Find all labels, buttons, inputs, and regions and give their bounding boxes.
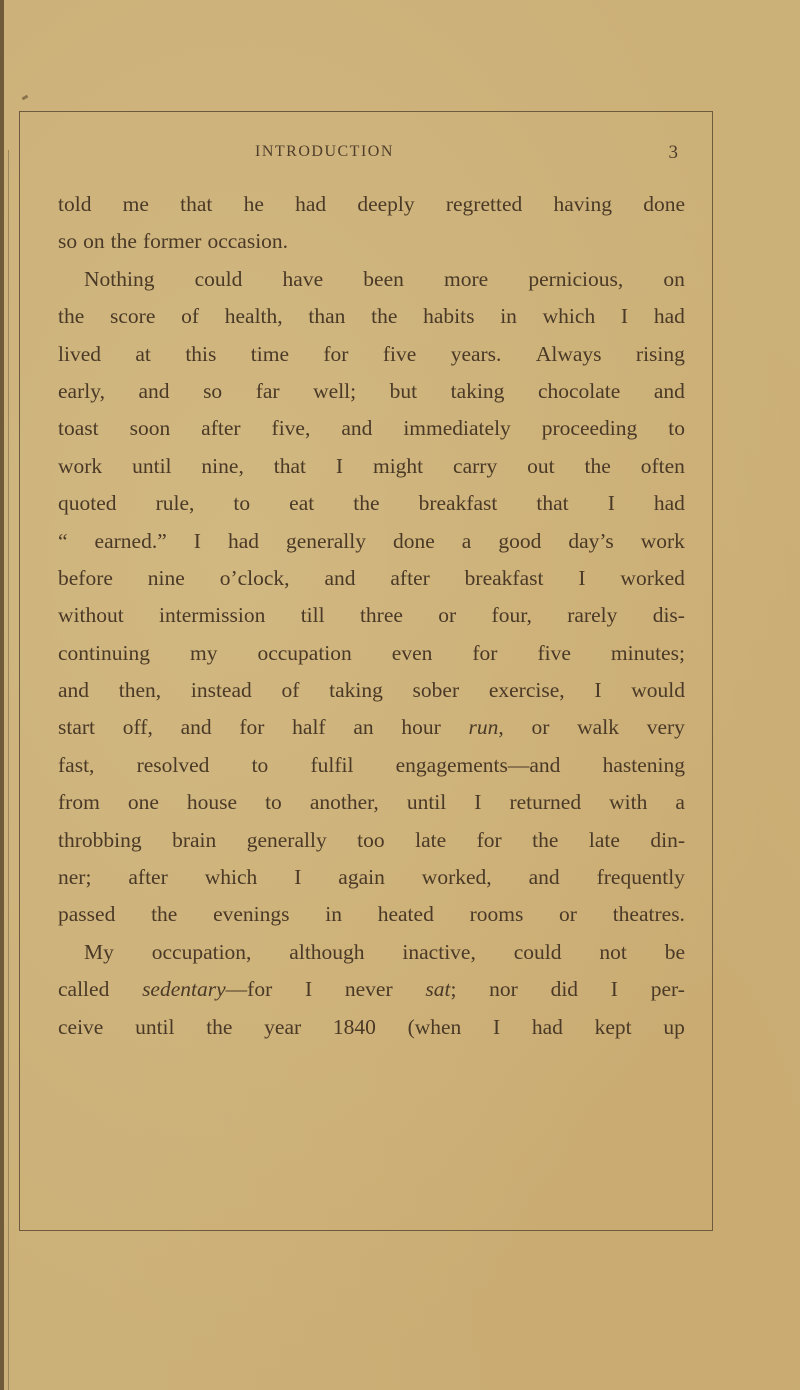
word: although (289, 939, 365, 964)
text-line (58, 560, 685, 597)
text-line (58, 747, 685, 784)
word: rule, (155, 491, 195, 516)
word: on (663, 266, 685, 291)
word: the (151, 902, 178, 927)
word: of (181, 304, 200, 329)
word: my (189, 640, 218, 665)
word: until (406, 790, 447, 815)
word: nor (489, 977, 518, 1002)
word: generally (246, 827, 327, 852)
word: and (341, 416, 373, 441)
running-header (255, 142, 678, 167)
book-spine-edge (0, 0, 4, 1390)
word: worked, (421, 865, 492, 890)
word: for (476, 827, 502, 852)
word: per- (650, 977, 685, 1002)
word: been (363, 266, 404, 291)
word: having (553, 192, 612, 216)
word: I (594, 678, 602, 703)
word: so (58, 229, 78, 254)
word: I (578, 565, 586, 590)
page-number: 3 (668, 142, 678, 163)
word: had (531, 1014, 563, 1039)
word: me (122, 192, 149, 216)
word: done (392, 528, 435, 553)
text-line (58, 709, 685, 746)
word: Always (535, 341, 602, 366)
word: intermission (159, 603, 266, 628)
word: he (243, 192, 264, 216)
word: so (203, 378, 223, 403)
word: house (186, 790, 238, 815)
word: ner; (58, 865, 92, 890)
word: not (599, 939, 627, 964)
word: had (653, 304, 685, 329)
word: taking (329, 678, 383, 703)
word: occupation (257, 640, 352, 665)
word: without (58, 603, 124, 628)
word: could (513, 939, 562, 964)
word: have (282, 266, 324, 291)
word: half (292, 715, 326, 740)
word: but (389, 378, 418, 403)
text-line (58, 410, 685, 447)
text-line (58, 223, 685, 260)
word: well; (313, 378, 357, 403)
word: and (138, 378, 170, 403)
word: taking (450, 378, 505, 403)
word: told (58, 192, 92, 216)
word: health, (224, 304, 283, 329)
word: I (620, 304, 629, 329)
word: nine, (201, 453, 244, 478)
word: might (372, 453, 424, 478)
word: former (142, 229, 202, 254)
word: the (110, 229, 137, 254)
text-line (58, 934, 685, 971)
word: I (294, 865, 302, 890)
word: occupation, (151, 939, 252, 964)
word: the (532, 827, 559, 852)
text-line (58, 186, 685, 223)
running-head-title: INTRODUCTION (255, 143, 394, 160)
word: the (584, 453, 611, 478)
word: habits (423, 304, 475, 329)
word: I (193, 528, 201, 553)
word: in (325, 902, 342, 927)
word: to (265, 790, 282, 815)
word: sober (412, 678, 460, 703)
word: work (58, 453, 103, 478)
word: Nothing (84, 266, 155, 291)
word: and (324, 565, 356, 590)
word: returned (509, 790, 582, 815)
word: four, (491, 603, 532, 628)
word: the (58, 304, 85, 329)
word: late (415, 827, 447, 852)
word: I (607, 491, 615, 516)
word: eat (289, 491, 315, 516)
word: one (127, 790, 159, 815)
word: which (204, 865, 258, 890)
word: run, (468, 715, 504, 740)
word: theatres. (612, 902, 685, 927)
text-line (58, 373, 685, 410)
word: time (250, 341, 289, 366)
word: instead (190, 678, 252, 703)
word: I (304, 977, 313, 1002)
text-line (58, 261, 685, 298)
word: dis- (652, 603, 685, 628)
word: another, (309, 790, 379, 815)
word: start (58, 715, 96, 740)
word: or (559, 902, 577, 927)
word: inactive, (402, 939, 476, 964)
word: quoted (58, 491, 117, 516)
word: heated (377, 902, 434, 927)
text-line (58, 859, 685, 896)
word: regretted (445, 192, 523, 216)
word: at (135, 341, 151, 366)
word: years. (450, 341, 502, 366)
word: minutes; (610, 640, 685, 665)
word: breakfast (464, 565, 544, 590)
word: up (663, 1014, 685, 1039)
text-line (58, 971, 685, 1008)
word: evenings (213, 902, 290, 927)
body-text (58, 186, 685, 1046)
word: had (295, 192, 327, 216)
word: I (335, 453, 344, 478)
word: passed (58, 902, 116, 927)
text-line (58, 485, 685, 522)
text-line (58, 672, 685, 709)
word: often (640, 453, 685, 478)
word: five (382, 341, 417, 366)
word: before (58, 565, 113, 590)
word: could (194, 266, 243, 291)
text-line (58, 597, 685, 634)
word: rooms (469, 902, 524, 927)
word: “ (58, 528, 68, 553)
word: throbbing (58, 827, 142, 852)
word: the (353, 491, 380, 516)
word: late (588, 827, 620, 852)
word: kept (594, 1014, 632, 1039)
word: very (646, 715, 685, 740)
word: exercise, (488, 678, 565, 703)
word: breakfast (418, 491, 498, 516)
word: the (206, 1014, 233, 1039)
word: out (527, 453, 555, 478)
word: frequently (596, 865, 685, 890)
word: three (359, 603, 403, 628)
word: sedentary—for (142, 977, 273, 1002)
word: for (323, 341, 349, 366)
word: to (668, 416, 685, 441)
word: until (132, 453, 172, 478)
word: called (58, 977, 110, 1002)
word: to (251, 752, 269, 777)
word: and (653, 378, 685, 403)
word: the (371, 304, 398, 329)
word: for (472, 640, 498, 665)
word: carry (453, 453, 498, 478)
word: day’s (568, 528, 614, 553)
word: continuing (58, 640, 150, 665)
word: more (444, 266, 489, 291)
text-line (58, 448, 685, 485)
word: done (643, 192, 685, 216)
text-line (58, 336, 685, 373)
word: or (438, 603, 457, 628)
word: this (185, 341, 217, 366)
word: that (180, 192, 213, 216)
word: and (528, 865, 560, 890)
word: an (353, 715, 374, 740)
word: until (135, 1014, 175, 1039)
word: on (83, 229, 105, 254)
word: proceeding (541, 416, 638, 441)
word: work (640, 528, 685, 553)
word: did (550, 977, 579, 1002)
word: from (58, 790, 100, 815)
word: after (128, 865, 168, 890)
word: and (180, 715, 212, 740)
word: that (536, 491, 569, 516)
word: lived (58, 341, 101, 366)
word: o’clock, (219, 565, 290, 590)
word: brain (172, 827, 217, 852)
word: too (357, 827, 385, 852)
word: earned.” (94, 528, 167, 553)
word: then, (118, 678, 162, 703)
word: early, (58, 378, 105, 403)
word: engagements—and (395, 752, 561, 777)
word: good (498, 528, 542, 553)
text-line (58, 784, 685, 821)
word: worked (620, 565, 685, 590)
word: again (338, 865, 385, 890)
word: I (493, 1014, 501, 1039)
word: soon (129, 416, 171, 441)
word: after (201, 416, 241, 441)
word: walk (577, 715, 619, 740)
word: off, (122, 715, 153, 740)
word: even (391, 640, 433, 665)
word: ceive (58, 1014, 104, 1039)
word: generally (285, 528, 366, 553)
word: five (537, 640, 571, 665)
word: of (281, 678, 300, 703)
word: for (239, 715, 265, 740)
word: had (653, 491, 685, 516)
word: deeply (357, 192, 415, 216)
word: occasion. (207, 229, 289, 254)
word: nine (147, 565, 185, 590)
word: chocolate (537, 378, 621, 403)
word: which (542, 304, 596, 329)
word: would (631, 678, 685, 703)
word: I (610, 977, 618, 1002)
word: never (344, 977, 393, 1002)
text-line (58, 635, 685, 672)
word: five, (271, 416, 311, 441)
word: than (308, 304, 346, 329)
page-edge-line (8, 150, 9, 1390)
word: or (531, 715, 550, 740)
text-line (58, 896, 685, 933)
text-line (58, 298, 685, 335)
word: immediately (403, 416, 511, 441)
word: far (255, 378, 280, 403)
word: fulfil (310, 752, 354, 777)
word: year (264, 1014, 302, 1039)
word: (when (407, 1014, 462, 1039)
word: in (500, 304, 517, 329)
word: pernicious, (528, 266, 624, 291)
text-line (58, 1009, 685, 1046)
word: My (84, 939, 114, 964)
word: a (675, 790, 685, 815)
word: sat; (425, 977, 457, 1002)
word: to (233, 491, 251, 516)
word: rarely (567, 603, 618, 628)
word: rising (635, 341, 685, 366)
word: din- (650, 827, 685, 852)
text-line (58, 523, 685, 560)
word: and (58, 678, 90, 703)
word: I (474, 790, 482, 815)
word: hastening (602, 752, 685, 777)
word: score (110, 304, 156, 329)
word: be (664, 939, 685, 964)
word: fast, (58, 752, 95, 777)
text-line (58, 822, 685, 859)
word: after (390, 565, 430, 590)
word: toast (58, 416, 99, 441)
word: that (273, 453, 306, 478)
word: had (227, 528, 259, 553)
ink-speck (22, 95, 29, 101)
word: till (300, 603, 325, 628)
word: 1840 (332, 1014, 376, 1039)
word: hour (401, 715, 441, 740)
word: resolved (136, 752, 210, 777)
word: a (461, 528, 472, 553)
word: with (609, 790, 648, 815)
